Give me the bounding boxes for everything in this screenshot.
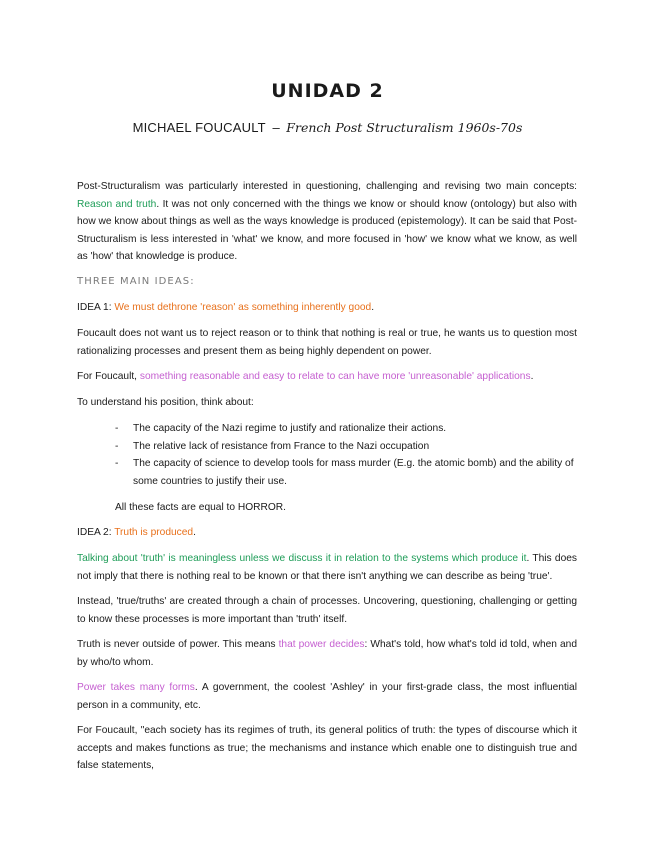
idea2-p3-rest: : What's told, how what's told id told, when and by who/to whom. [77,639,577,668]
idea2-paragraph-5: For Foucault, "each society has its regimes of truth, its general politics of truth: the types of discourse which it accepts and makes functions as true; the mechanisms and instance which enable one to distinguish true and false statements, [77,725,577,771]
idea1-end: . [371,302,375,313]
idea1-heading [77,299,577,317]
idea2-p3-highlight: that power decides [278,639,365,650]
idea1-p2-end: . [530,371,534,382]
idea1-paragraph-3: To understand his position, think about: [77,397,254,408]
idea2-statement: Truth is produced [114,527,194,538]
idea2-end: . [193,527,196,538]
idea1-p2-highlight: something reasonable and easy to relate to can have more 'unreasonable' applications [139,371,531,382]
idea1-statement: We must dethrone 'reason' as something inherently good [114,302,372,313]
subtitle-author: MICHAEL FOUCAULT [132,120,266,135]
idea1-bullet-list [115,420,580,490]
bullet-text: The capacity of science to develop tools for mass murder (E.g. the atomic bomb) and the ability of some countries to justify their use. [133,458,574,487]
idea2-p1-highlight: Talking about 'truth' is meaningless unless we discuss it in relation to the systems which produce it [77,553,527,564]
list-item [115,455,580,490]
idea2-label: IDEA 2: [77,527,115,538]
idea1-paragraph-1: Foucault does not want us to reject reason or to think that nothing is real or true, he wants us to question most rationalizing processes and present them as being highly dependent on power. [77,328,577,357]
idea2-p3-prefix: Truth is never outside of power. This means [77,639,279,650]
idea2-heading [77,524,577,542]
idea1-paragraph-2 [77,368,577,386]
bullet-text: The relative lack of resistance from France to the Nazi occupation [133,440,430,452]
page-title: UNIDAD 2 [271,80,384,102]
idea2-paragraph-1 [77,550,577,585]
idea2-p4-highlight: Power takes many forms [77,682,195,693]
intro-paragraph [77,178,577,266]
page-subtitle [0,120,655,135]
idea1-conclusion: All these facts are equal to HORROR. [115,502,286,513]
idea2-paragraph-3 [77,636,577,671]
idea2-p1-rest: . This does not imply that there is nothing real to be known or that there isn't anything we can describe as being 'true'. [77,553,577,582]
idea2-paragraph-2: Instead, 'true/truths' are created through a chain of processes. Uncovering, questioning, challenging or getting to know these processes is more important than 'truth' itself. [77,596,577,625]
bullet-text: The capacity of the Nazi regime to justify and rationalize their actions. [133,423,447,434]
list-item [115,420,580,438]
intro-highlight: Reason and truth [77,198,157,210]
subtitle-era: French Post Structuralism 1960s-70s [286,120,523,135]
idea2-paragraph-4 [77,679,577,714]
section-heading: THREE MAIN IDEAS: [77,276,195,287]
bullet-dash: - [115,440,119,452]
bullet-dash: - [115,423,119,434]
idea1-label: IDEA 1: [77,302,115,313]
idea2-p4-rest: . A government, the coolest 'Ashley' in your first-grade class, the most influential person in a community, etc. [77,682,577,711]
idea1-p2-prefix: For Foucault, [77,371,140,382]
intro-text-1: Post-Structuralism was particularly interested in questioning, challenging and revising two main concepts: [77,181,577,192]
bullet-dash: - [115,458,119,469]
subtitle-separator: – [272,120,280,135]
intro-text-2: . It was not only concerned with the things we know or should know (ontology) but also with how we know about things as well as the ways knowledge is produced (epistemology). It can be said that Post-Structuralism is less interested in 'what' we know, and more focused in 'how' we know what we know, as well as 'how' that knowledge is produce. [77,198,577,262]
list-item [115,438,580,456]
